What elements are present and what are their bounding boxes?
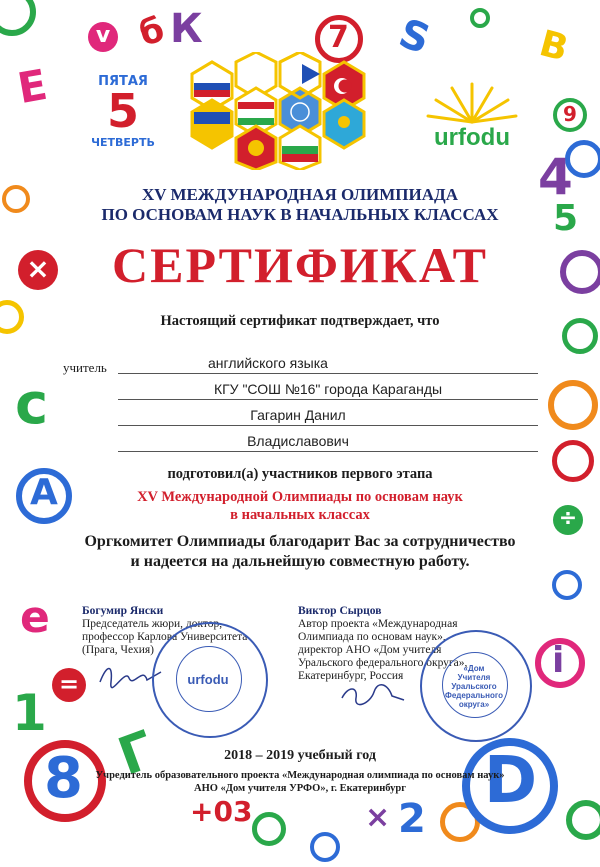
- bottom-green-ring: [252, 812, 286, 846]
- bottom-blue-ring: [310, 832, 340, 862]
- olympiad-heading-line2: ПО ОСНОВАМ НАУК В НАЧАЛЬНЫХ КЛАССАХ: [101, 205, 499, 224]
- patronymic-line: [118, 451, 538, 452]
- subject-line: [118, 373, 538, 374]
- urfodu-logo: [422, 78, 522, 158]
- left-signatory-name: Богумир Янски: [82, 605, 164, 617]
- bottom-right-ring: [566, 800, 600, 840]
- prepared-text: подготовил(а) участников первого этапа: [167, 466, 433, 482]
- founder-line1: Учредитель образовательного проекта «Международная олимпиада по основам наук»: [95, 770, 505, 781]
- letter-v-decoration: v: [88, 22, 118, 52]
- right-stamp: [420, 630, 532, 742]
- certificate-title: СЕРТИФИКАТ: [111, 237, 488, 293]
- right-stamp-line3: Уральского: [451, 682, 497, 691]
- school-value: КГУ "СОШ №16" города Караганды: [213, 381, 443, 397]
- right-signatory-line4: Уральского федерального округа»,: [298, 657, 468, 669]
- digit-7-decoration: 7: [328, 20, 349, 55]
- digit-2-decoration: 2: [398, 796, 426, 842]
- digit-5-decoration: 5: [553, 198, 579, 239]
- right-signature: [338, 680, 408, 710]
- letter-s-decoration: S: [393, 10, 436, 64]
- top-left-green-ring: [0, 0, 36, 36]
- patronymic-value: Владиславович: [247, 433, 349, 449]
- recipient-role-label: учитель: [63, 360, 107, 375]
- right-stamp-line1: «Дом: [463, 664, 485, 673]
- right-small-ring: [552, 570, 582, 600]
- small-green-ring: [470, 8, 490, 28]
- digit-1-decoration: 1: [12, 684, 47, 742]
- letter-b-decoration: б: [135, 9, 169, 55]
- confirm-text: Настоящий сертификат подтверждает, что: [160, 313, 440, 329]
- right-signatory-name: Виктор Сырцов: [298, 605, 382, 617]
- digit-9-decoration: 9: [563, 102, 577, 126]
- letter-b2-decoration: B: [535, 23, 573, 70]
- left-stamp-logo: urfodu: [187, 672, 229, 687]
- digit-8-decoration: 8: [44, 746, 83, 811]
- flags-honeycomb: [178, 52, 378, 170]
- name-line: [118, 425, 538, 426]
- badge-line1: ПЯТАЯ: [98, 74, 148, 89]
- equals-icon: =: [52, 668, 86, 702]
- letter-e-decoration: E: [13, 59, 51, 114]
- letter-i-decoration: i: [552, 640, 565, 681]
- letter-k-decoration: К: [170, 6, 203, 52]
- right-stamp-line5: округа»: [458, 700, 490, 709]
- multiply-icon: ×: [18, 250, 58, 290]
- right-signatory-line3: директор АНО «Дом учителя: [298, 644, 442, 656]
- name-value: Гагарин Данил: [250, 407, 346, 423]
- letter-c-decoration: с: [15, 372, 49, 437]
- letter-l-decoration: Г: [110, 720, 163, 788]
- badge-line2: ЧЕТВЕРТЬ: [91, 136, 155, 149]
- left-stamp: [152, 622, 268, 738]
- letter-a-decoration: А: [30, 472, 58, 513]
- divide-icon: ÷: [553, 505, 583, 535]
- right-stamp-line2: Учителя: [457, 673, 491, 682]
- right-signatory-line5: Екатеринбург, Россия: [298, 670, 404, 682]
- left-signatory-line3: (Прага, Чехия): [82, 644, 155, 656]
- thanks-line2: и надеется на дальнейшую совместную работу.: [130, 553, 470, 570]
- thanks-line1: Оргкомитет Олимпиады благодарит Вас за сотрудничество: [84, 533, 516, 550]
- academic-year: 2018 – 2019 учебный год: [224, 748, 376, 763]
- right-stamp-line4: Федерального: [445, 691, 503, 700]
- digit-4-decoration: 4: [538, 148, 573, 206]
- school-line: [118, 399, 538, 400]
- olympiad-heading-line1: XV МЕЖДУНАРОДНАЯ ОЛИМПИАДА: [142, 185, 458, 204]
- letter-e2-decoration: е: [20, 592, 50, 643]
- subject-value: английского языка: [208, 355, 328, 371]
- plus03-decoration: +03: [190, 795, 253, 828]
- olympiad-name-line2: в начальных классах: [230, 507, 370, 523]
- right-signatory-line1: Автор проекта «Международная: [298, 618, 458, 630]
- letter-d-decoration: D: [484, 744, 538, 818]
- founder-line2: АНО «Дом учителя УРФО», г. Екатеринбург: [193, 783, 406, 794]
- fifth-quarter-logo: [78, 74, 168, 154]
- left-signatory-line2: профессор Карлова Университета: [82, 631, 248, 643]
- badge-number: 5: [106, 84, 139, 138]
- urfodu-logo-text: urfodu: [434, 124, 510, 151]
- olympiad-name-line1: XV Международной Олимпиады по основам наук: [137, 489, 463, 505]
- right-signatory-line2: Олимпиада по основам наук»,: [298, 631, 446, 643]
- left-signatory-line1: Председатель жюри, доктор,: [82, 618, 223, 630]
- right-orange-ring: [548, 380, 598, 430]
- right-stamp-text: [422, 664, 526, 709]
- times-decoration: ×: [365, 800, 391, 835]
